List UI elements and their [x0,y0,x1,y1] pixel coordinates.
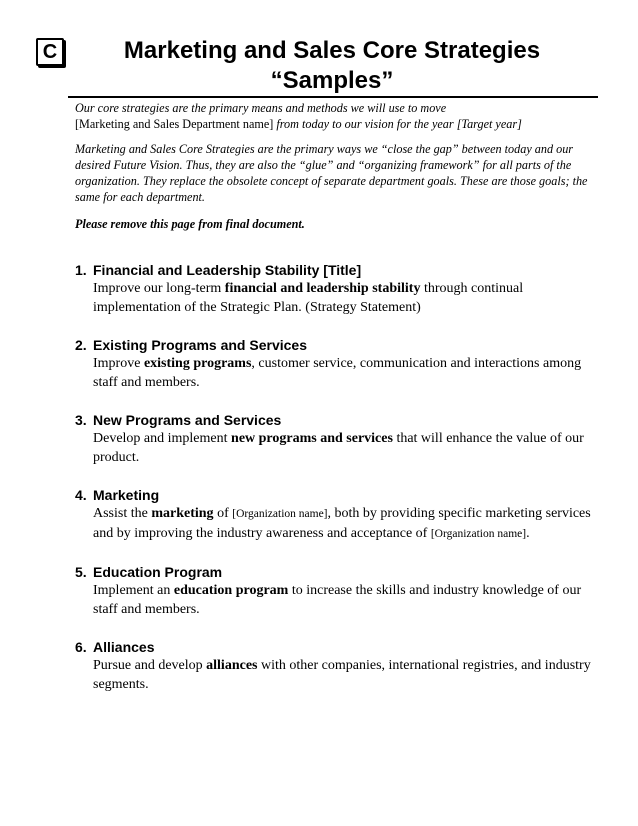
statement-keyword: financial and leadership stability [224,281,421,296]
statement-keyword: education program [173,583,289,598]
page-title [60,36,604,96]
statement-before: Assist the [93,506,152,521]
statement-before: Pursue and develop [93,658,207,673]
organization-placeholder: [Organization name] [232,508,328,520]
intro-line-2-rest: from today to our vision for the year [Target year] [273,117,522,131]
statement-keyword: existing programs [143,356,252,371]
item-heading: Education Program [93,564,223,580]
statement-keyword: alliances [206,658,258,673]
statement-of: of [213,506,233,521]
organization-placeholder: [Organization name] [430,528,527,540]
item-number: 6. [75,639,87,655]
item-statement [93,504,600,544]
strategy-item [75,336,600,392]
statement-after: to increase the skills and industry knowledge of our staff and members. [93,583,582,617]
item-number: 1. [75,262,87,278]
statement-end: . [526,526,530,541]
item-heading: New Programs and Services [93,412,282,428]
title-divider [68,96,598,98]
item-heading: Existing Programs and Services [93,337,307,353]
intro-line-1: Our core strategies are the primary means and methods we will use to move [75,101,447,115]
statement-after: with other companies, international registries, and industry segments. [93,658,591,692]
item-number: 5. [75,564,87,580]
statement-keyword: marketing [151,506,214,521]
statement-keyword: new programs and services [231,431,393,446]
strategy-list [75,261,600,713]
item-heading: Alliances [93,639,155,655]
item-statement [93,354,600,392]
intro-section [75,100,605,232]
item-statement [93,429,600,467]
intro-paragraph-2: Marketing and Sales Core Strategies are the primary ways we “close the gap” between today and our desired Future Vision. Thus, they are also the “glue” and “organizing framework” for all parts of the organization. They replace the obsolete concept of separate department goals. These are those goals; the same for each department. [75,142,588,204]
removal-note: Please remove this page from final document. [75,217,305,231]
title-line-1: Marketing and Sales Core Strategies [123,37,541,64]
statement-before: Implement an [93,583,174,598]
item-statement [93,581,600,619]
department-placeholder: [Marketing and Sales Department name] [75,117,274,131]
item-statement [93,656,600,694]
statement-after: through continual implementation of the Strategic Plan. (Strategy Statement) [93,281,524,315]
statement-before: Improve [93,356,144,371]
strategy-item [75,638,600,694]
item-statement [93,279,600,317]
badge-letter: C [42,41,58,63]
statement-after: that will enhance the value of our product. [93,431,584,465]
item-number: 3. [75,412,87,428]
item-number: 2. [75,337,87,353]
title-line-2: “Samples” [270,67,394,94]
strategy-item [75,411,600,467]
statement-before: Develop and implement [93,431,232,446]
strategy-item [75,563,600,619]
item-heading: Marketing [93,487,160,503]
statement-before: Improve our long-term [93,281,225,296]
intro-line-2 [75,116,605,132]
statement-middle: , both by providing specific marketing services and by improving the industry awareness and acceptance of [93,506,591,541]
item-heading: Financial and Leadership Stability [Title] [93,262,362,278]
item-number: 4. [75,487,87,503]
strategy-item [75,261,600,317]
strategy-item [75,486,600,544]
statement-after: , customer service, communication and interactions among staff and members. [93,356,582,390]
